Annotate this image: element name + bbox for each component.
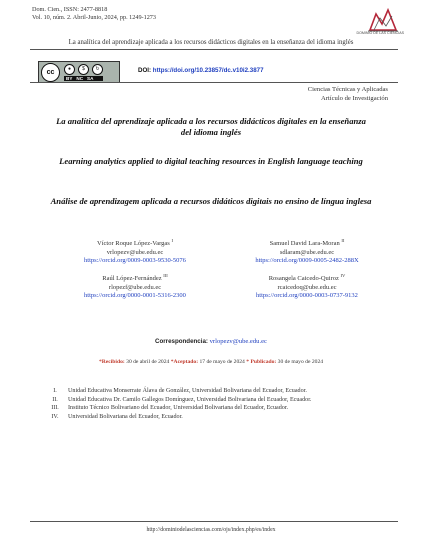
author-name: Samuel David Lara-Moran <box>269 240 340 248</box>
section-info <box>308 86 388 103</box>
footer-url[interactable]: http://dominiodelasciencias.com/ojs/index.php/es/index <box>146 527 276 533</box>
doi <box>138 67 264 74</box>
cc-tag-by: BY <box>66 75 73 81</box>
affiliation-text: Instituto Técnico Bolivariano del Ecuador, Universidad Bolivariana del Ecuador, Ecuador. <box>68 405 289 411</box>
affiliation-item <box>42 387 402 396</box>
affiliation-number: III. <box>51 405 59 411</box>
author-sup: II <box>341 238 345 243</box>
logo-text: DOMINIO DE LAS CIENCIAS <box>356 31 404 35</box>
author-name: Víctor Roque López-Vargas <box>97 240 170 248</box>
affiliation-number: IV. <box>51 413 59 420</box>
no-commercial-icon: $ <box>78 64 89 75</box>
journal-volume: Vol. 10, núm. 2. Abril-Junio, 2024, pp. 1249-1273 <box>32 14 156 21</box>
header-rule <box>30 49 398 50</box>
doi-label: DOI: <box>138 67 152 74</box>
journal-logo-icon <box>362 4 402 34</box>
correspondence <box>0 338 422 345</box>
received-date: 30 de abril de 2024 <box>126 359 170 365</box>
correspondence-label: Correspondencia: <box>155 338 208 345</box>
cc-tag-nc: NC <box>76 75 84 81</box>
cc-tag-sa: SA <box>87 75 94 81</box>
author-name: Raúl López-Fernández <box>102 275 162 283</box>
received-label: *Recibido: <box>98 359 125 365</box>
published-date: 30 de mayo de 2024 <box>277 359 324 365</box>
share-alike-icon: ↻ <box>92 64 103 75</box>
footer-rule <box>30 521 398 522</box>
author-email[interactable]: vrlopezv@ube.edu.ec <box>106 248 164 256</box>
affiliation-item <box>42 413 402 422</box>
author-orcid[interactable]: https://orcid.org/0009-0005-2482-288X <box>255 257 359 265</box>
accepted-label: *Aceptado: <box>170 359 199 365</box>
author-sup: I <box>171 238 173 243</box>
section-area: Ciencias Técnicas y Aplicadas <box>307 86 388 93</box>
affiliation-number: II. <box>52 396 58 403</box>
author-orcid[interactable]: https://orcid.org/0009-0003-9530-5076 <box>84 257 186 265</box>
author-2 <box>222 237 392 266</box>
person-icon: ● <box>64 64 75 75</box>
affiliation-text: Universidad Bolivariana del Ecuador, Ecuador. <box>68 413 183 420</box>
author-email[interactable]: rlopezf@ube.edu.ec <box>108 283 162 291</box>
author-email[interactable]: sdlaram@ube.edu.ec <box>279 248 335 256</box>
affiliation-number: I. <box>53 388 57 394</box>
accepted-date: 17 de mayo de 2024 <box>199 359 245 365</box>
author-3 <box>50 272 220 301</box>
author-name: Rosangela Caicedo-Quiroz <box>268 275 339 283</box>
author-4 <box>222 272 392 301</box>
author-orcid[interactable]: https://orcid.org/0000-0003-0737-9132 <box>256 292 358 300</box>
title-en: Learning analytics applied to digital teaching resources in English language teaching <box>59 156 363 166</box>
title-es: La analítica del aprendizaje aplicada a los recursos didácticos digitales en la enseñanza del idioma inglés <box>56 116 366 137</box>
author-sup: III <box>163 273 168 278</box>
journal-info <box>32 6 156 22</box>
published-label: * Publicado: <box>246 359 277 365</box>
affiliation-item <box>42 404 402 413</box>
affiliation-text: Unidad Educativa Monserrate Álava de González, Universidad Bolivariana del Ecuador, Ecuador. <box>68 388 307 394</box>
article-type: Artículo de Investigación <box>320 94 388 102</box>
doi-rule <box>30 82 398 83</box>
affiliations <box>42 387 402 421</box>
journal-issn: Dom. Cien., ISSN: 2477-8818 <box>32 6 108 13</box>
doi-link[interactable]: https://doi.org/10.23857/dc.v10i2.3877 <box>152 67 264 74</box>
cc-license-badge[interactable] <box>38 61 120 83</box>
correspondence-email[interactable]: vrlopezv@ube.edu.ec <box>209 338 267 345</box>
affiliation-text: Unidad Educativa Dr. Camilo Gallegos Domínguez, Universidad Bolivariana del Ecuador, Ecuador. <box>68 396 312 403</box>
author-sup: IV <box>340 273 346 278</box>
author-1 <box>50 237 220 266</box>
affiliation-item <box>42 396 402 405</box>
title-pt: Análise de aprendizagem aplicada a recursos didáticos digitais no ensino de língua inglesa <box>50 196 372 206</box>
running-title: La analítica del aprendizaje aplicada a los recursos didácticos digitales en la enseñanza del idioma inglés <box>68 39 354 46</box>
author-email[interactable]: rcaicedoq@ube.edu.ec <box>277 283 337 291</box>
article-dates <box>0 359 422 365</box>
cc-icon: cc <box>41 63 60 82</box>
author-orcid[interactable]: https://orcid.org/0000-0001-5316-2300 <box>84 292 186 300</box>
